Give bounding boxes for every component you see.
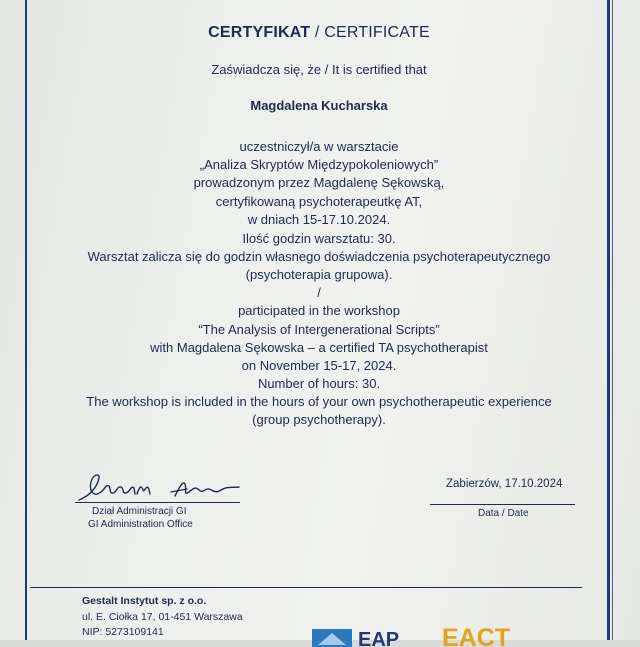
body-line: on November 15-17, 2024. xyxy=(241,358,397,373)
signature-line xyxy=(75,502,240,503)
title-en: CERTIFICATE xyxy=(324,24,430,41)
body-line: „Analiza Skryptów Międzypokoleniowych” xyxy=(199,157,439,172)
footer-org-name: Gestalt Instytut sp. z o.o. xyxy=(82,595,207,607)
left-border-line xyxy=(25,0,27,640)
body-line: Number of hours: 30. xyxy=(257,376,381,391)
date-line xyxy=(430,504,575,505)
body-line: certyfikowaną psychoterapeutkę AT, xyxy=(215,194,423,209)
eact-logo-text: EACT xyxy=(442,624,511,647)
body-line: prowadzonym przez Magdalenę Sękowską, xyxy=(193,175,445,190)
title-pl: CERTYFIKAT xyxy=(208,24,311,41)
certificate-title xyxy=(30,24,608,42)
body-line: (group psychotherapy). xyxy=(252,412,386,427)
body-line: (psychoterapia grupowa). xyxy=(245,267,393,282)
signature-dept-en: GI Administration Office xyxy=(88,519,193,530)
body-line: participated in the workshop xyxy=(238,303,400,318)
body-line: uczestniczył/a w warsztacie xyxy=(239,139,399,154)
date-label: Data / Date xyxy=(478,508,529,519)
footer-divider xyxy=(30,587,582,588)
right-border-inner-line xyxy=(612,0,613,640)
eap-logo-text: EAP xyxy=(358,629,400,647)
body-line: Warsztat zalicza się do godzin własnego doświadczenia psychoterapeutycznego xyxy=(87,249,551,264)
body-line: “The Analysis of Intergenerational Scripts” xyxy=(198,322,440,337)
title-separator: / xyxy=(310,24,325,41)
body-line: with Magdalena Sękowska – a certified TA psychotherapist xyxy=(150,340,488,355)
eact-logo xyxy=(442,623,540,647)
date-value: Zabierzów, 17.10.2024 xyxy=(446,478,563,490)
body-line: Ilość godzin warsztatu: 30. xyxy=(242,231,396,246)
body-line: w dniach 15-17.10.2024. xyxy=(247,212,391,227)
body-line: The workshop is included in the hours of your own psychotherapeutic experience xyxy=(86,394,552,409)
signature-dept-pl: Dział Administracji GI xyxy=(92,506,187,517)
footer-nip: NIP: 5273109141 xyxy=(82,626,164,638)
body-line: / xyxy=(317,285,321,300)
eap-logo xyxy=(312,627,424,647)
handwritten-signature xyxy=(75,470,245,504)
intro-line: Zaświadcza się, że / It is certified that xyxy=(211,62,427,77)
footer-address: ul. E. Ciołka 17, 01-451 Warszawa xyxy=(82,611,243,623)
recipient-name: Magdalena Kucharska xyxy=(250,98,388,113)
